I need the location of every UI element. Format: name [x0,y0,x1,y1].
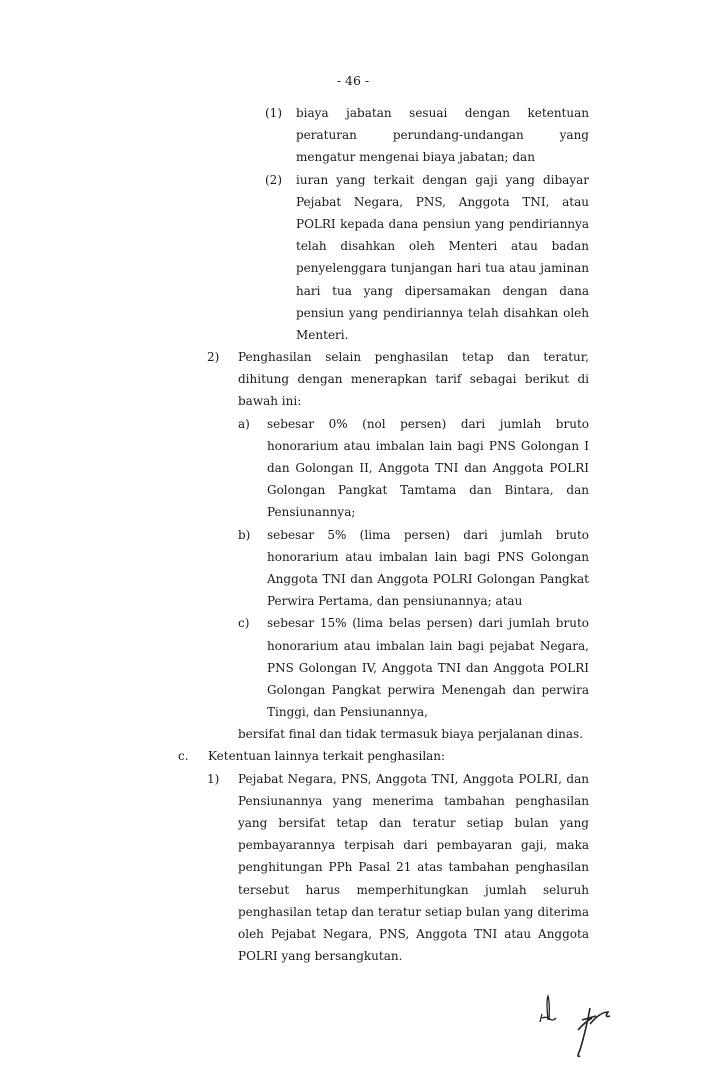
text-line [0,790,706,812]
text-line [0,501,706,523]
text-line [0,856,706,878]
text-line [0,657,706,679]
line-text: Pejabat Negara, PNS, Anggota TNI, atau [296,194,589,209]
line-text: Pensiunannya; [267,505,356,520]
list-marker: (2) [265,172,282,187]
line-text: honorarium atau imbalan lain bagi pejabat Negara, [267,638,589,653]
text-line [0,390,706,412]
line-text: POLRI yang bersangkutan. [238,949,403,964]
text-line [0,413,706,435]
text-line [0,768,706,790]
text-line [0,257,706,279]
line-text: penyelenggara tunjangan hari tua atau jaminan [296,261,589,276]
list-marker: a) [238,416,250,431]
text-line [0,324,706,346]
line-text: Golongan Pangkat perwira Menengah dan perwira [267,682,589,697]
text-line [0,568,706,590]
text-line [0,812,706,834]
line-text: Pensiunannya yang menerima tambahan penghasilan [238,793,589,808]
text-line [0,102,706,124]
text-line [0,834,706,856]
line-text: Tinggi, dan Pensiunannya, [267,705,428,720]
line-text: pembayarannya terpisah dari pembayaran gaji, maka [238,838,589,853]
line-text: sebesar 0% (nol persen) dari jumlah bruto [267,416,589,431]
text-line [0,723,706,745]
line-text: sebesar 5% (lima persen) dari jumlah bruto [267,527,589,542]
text-line [0,546,706,568]
list-marker: 2) [207,350,220,365]
text-line [0,302,706,324]
list-marker: c) [238,616,250,631]
list-marker: (1) [265,106,282,120]
text-line [0,479,706,501]
line-text: mengatur mengenai biaya jabatan; dan [296,150,535,165]
page-number: - 46 - [336,73,370,88]
text-line [0,945,706,967]
line-text: iuran yang terkait dengan gaji yang dibayar [296,172,589,187]
line-text: yang bersifat tetap dan teratur setiap bulan yang [238,816,589,830]
line-text: Anggota TNI dan Anggota POLRI Golongan Pangkat [267,571,589,586]
line-text: biaya jabatan sesuai dengan ketentuan [296,106,589,120]
text-line [0,524,706,546]
line-text: honorarium atau imbalan lain bagi PNS Golongan [267,549,589,564]
line-text: tersebut harus memperhitungkan jumlah seluruh [238,882,589,897]
line-text: penghasilan tetap dan teratur setiap bulan yang diterima [238,904,589,919]
text-line [0,745,706,767]
text-line [0,346,706,368]
line-text: Menteri. [296,327,349,342]
text-line [0,923,706,945]
text-line [0,701,706,723]
text-line [0,124,706,146]
line-text: bawah ini: [238,394,302,409]
signature-initials [530,990,630,1060]
text-line [0,590,706,612]
text-line [0,457,706,479]
line-text: telah disahkan oleh Menteri atau badan [296,239,589,254]
text-line [0,901,706,923]
text-line [0,635,706,657]
line-text: sebesar 15% (lima belas persen) dari jumlah bruto [267,616,589,631]
text-line [0,191,706,213]
line-text: Penghasilan selain penghasilan tetap dan teratur, [238,350,589,365]
line-text: bersifat final dan tidak termasuk biaya perjalanan dinas. [238,727,584,742]
text-line [0,146,706,168]
text-line [0,213,706,235]
text-line [0,679,706,701]
line-text: Ketentuan lainnya terkait penghasilan: [208,749,446,764]
text-line [0,280,706,302]
line-text: dan Golongan II, Anggota TNI dan Anggota POLRI [267,461,589,475]
line-text: POLRI kepada dana pensiun yang pendiriannya [296,216,589,231]
text-line [0,435,706,457]
line-text: hari tua yang dipersamakan dengan dana [296,283,589,298]
text-line [0,169,706,191]
list-marker: b) [238,527,251,542]
line-text: pensiun yang pendiriannya telah disahkan oleh [296,305,589,320]
line-text: penghitungan PPh Pasal 21 atas tambahan penghasilan [238,860,589,875]
text-line [0,235,706,257]
text-line [0,612,706,634]
line-text: honorarium atau imbalan lain bagi PNS Golongan I [267,438,589,453]
text-line [0,879,706,901]
line-text: Perwira Pertama, dan pensiunannya; atau [267,594,523,609]
line-text: dihitung dengan menerapkan tarif sebagai berikut di [238,372,589,387]
list-marker: c. [178,749,189,764]
list-marker: 1) [207,771,220,786]
text-line [0,368,706,390]
document-body [0,102,706,967]
line-text: peraturan perundang-undangan yang [296,128,589,143]
line-text: Pejabat Negara, PNS, Anggota TNI, Anggota POLRI, dan [238,771,589,786]
line-text: oleh Pejabat Negara, PNS, Anggota TNI atau Anggota [238,926,589,941]
line-text: PNS Golongan IV, Anggota TNI dan Anggota POLRI [267,660,589,675]
line-text: Golongan Pangkat Tamtama dan Bintara, dan [267,483,589,498]
